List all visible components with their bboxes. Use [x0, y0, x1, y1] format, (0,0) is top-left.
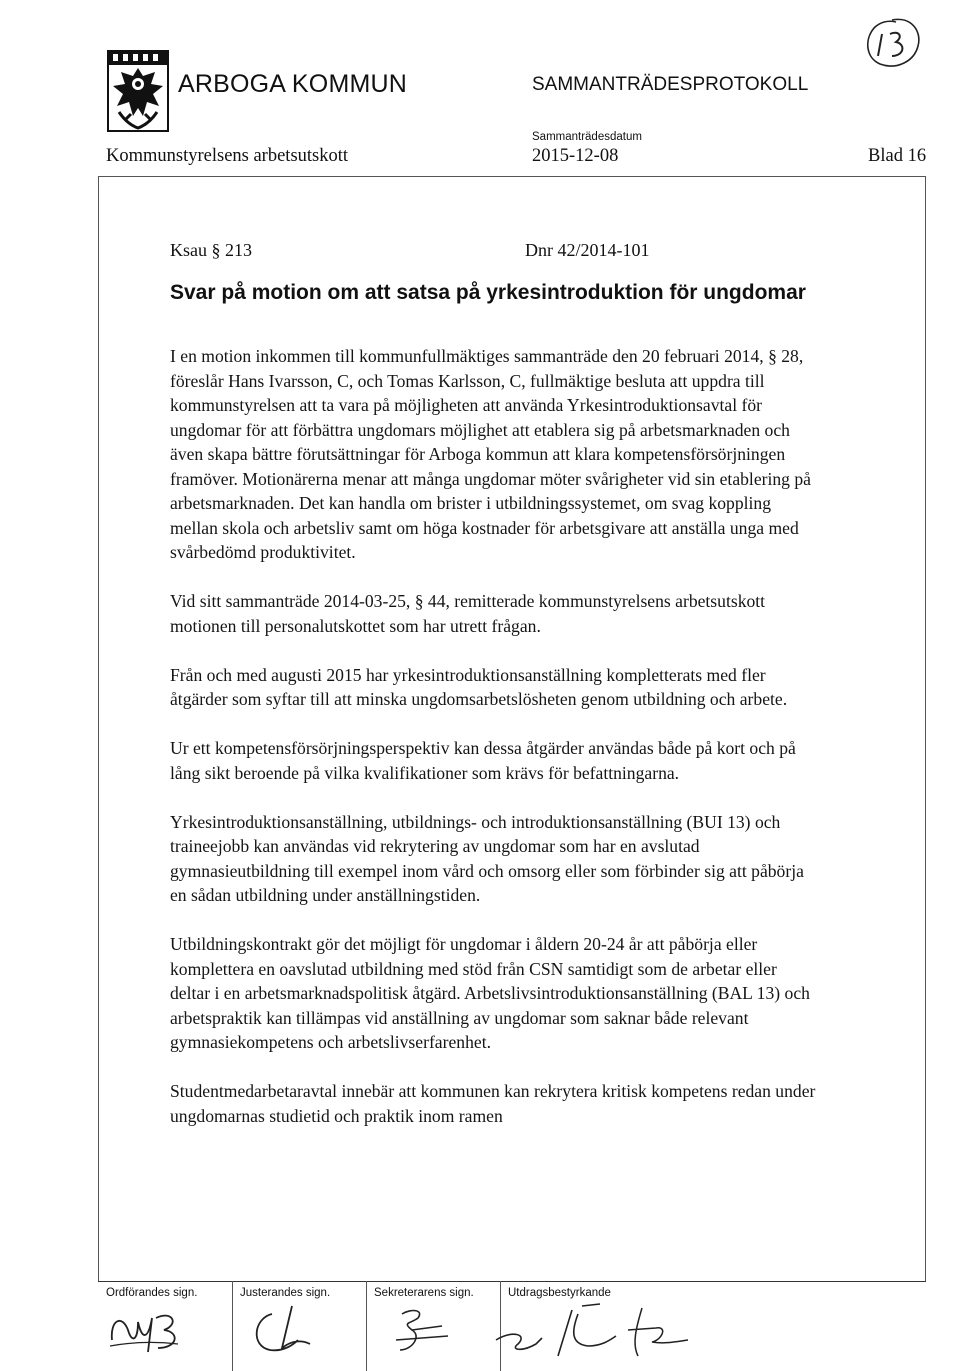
case-title: Svar på motion om att satsa på yrkesintroduktion för ungdomar [170, 281, 806, 304]
body-text [170, 344, 820, 1153]
secretary-signature-label: Sekreterarens sign. [374, 1287, 474, 1299]
chair-signature-label: Ordförandes sign. [106, 1287, 198, 1299]
sheet-number: Blad 16 [868, 146, 927, 166]
handwritten-page-number [862, 14, 924, 72]
adjuster-signature-label: Justerandes sign. [240, 1287, 331, 1299]
paragraph: Från och med augusti 2015 har yrkesintroduktionsanställning kompletterats med fler åtgärder som syftar till att minska ungdomsarbetslösheten genom utbildning och arbete. [170, 664, 788, 709]
case-dnr: Dnr 42/2014-101 [525, 240, 650, 260]
secretary-signature [382, 1300, 462, 1360]
coat-of-arms-icon [107, 50, 169, 132]
paragraph: Ur ett kompetensförsörjningsperspektiv kan dessa åtgärder användas både på kort och på lång sikt beroende på vilka kvalifikationer som krävs för befattningarna. [170, 738, 796, 783]
paragraph: Yrkesintroduktionsanställning, utbildnings- och introduktionsanställning (BUI 13) och traineejobb kan användas vid rekrytering av ungdomar som har en avslutad gymnasieutbildning till exempel inom vård och omsorg eller som förbinder sig att påbörja en sådan utbildning under anställningstiden. [170, 811, 804, 905]
adjuster-signature [248, 1300, 328, 1360]
document-type: SAMMANTRÄDESPROTOKOLL [532, 74, 809, 95]
paragraph: I en motion inkommen till kommunfullmäktiges sammanträde den 20 februari 2014, § 28, föreslår Hans Ivarsson, C, och Tomas Karlsson, C, fullmäktige besluta att uppdra till kommunstyrelsen att ta vara på möjligheten att använda Yrkesintroduktionsavtal för ungdomar för att förbättra ungdomars möjlighet att etablera sig på arbetsmarknaden och även skapa bättre förutsättningar för Arboga kommun att klara kompetensförsörjningen framöver. Motionärerna menar att många ungdomar möter svårigheter vid sin etablering på arbetsmarknaden. Det kan handla om brister i utbildningssystemet, om svag koppling mellan skola och arbetsliv samt om höga kostnader för arbetsgivare att anställa unga med svårbedömd produktivitet. [170, 346, 811, 562]
paragraph: Vid sitt sammanträde 2014-03-25, § 44, remitterade kommunstyrelsens arbetsutskott motionen till personalutskottet som har utrett frågan. [170, 591, 766, 636]
extract-signature-label: Utdragsbestyrkande [508, 1287, 611, 1299]
signature-divider [98, 1281, 926, 1282]
extract-signatures [492, 1300, 692, 1364]
committee-name: Kommunstyrelsens arbetsutskott [106, 146, 349, 166]
meeting-date: 2015-12-08 [532, 146, 619, 166]
case-reference: Ksau § 213 [170, 240, 252, 260]
meeting-date-label: Sammanträdesdatum [532, 131, 642, 143]
paragraph: Studentmedarbetaravtal innebär att kommunen kan rekrytera kritisk kompetens redan under ungdomarnas studietid och praktik inom ramen [170, 1081, 816, 1126]
org-name: ARBOGA KOMMUN [178, 70, 408, 98]
paragraph: Utbildningskontrakt gör det möjligt för ungdomar i åldern 20-24 år att påbörja eller komplettera en oavslutad utbildning med stöd från CSN samtidigt som de arbetar eller deltar i en arbetsmarknadspolitisk åtgärd. Arbetslivsintroduktionsanställning (BAL 13) och arbetspraktik kan tillämpas vid anställning av ungdomar som saknar både relevant gymnasiekompetens och arbetslivserfarenhet. [170, 934, 810, 1052]
chair-signature [108, 1300, 188, 1360]
